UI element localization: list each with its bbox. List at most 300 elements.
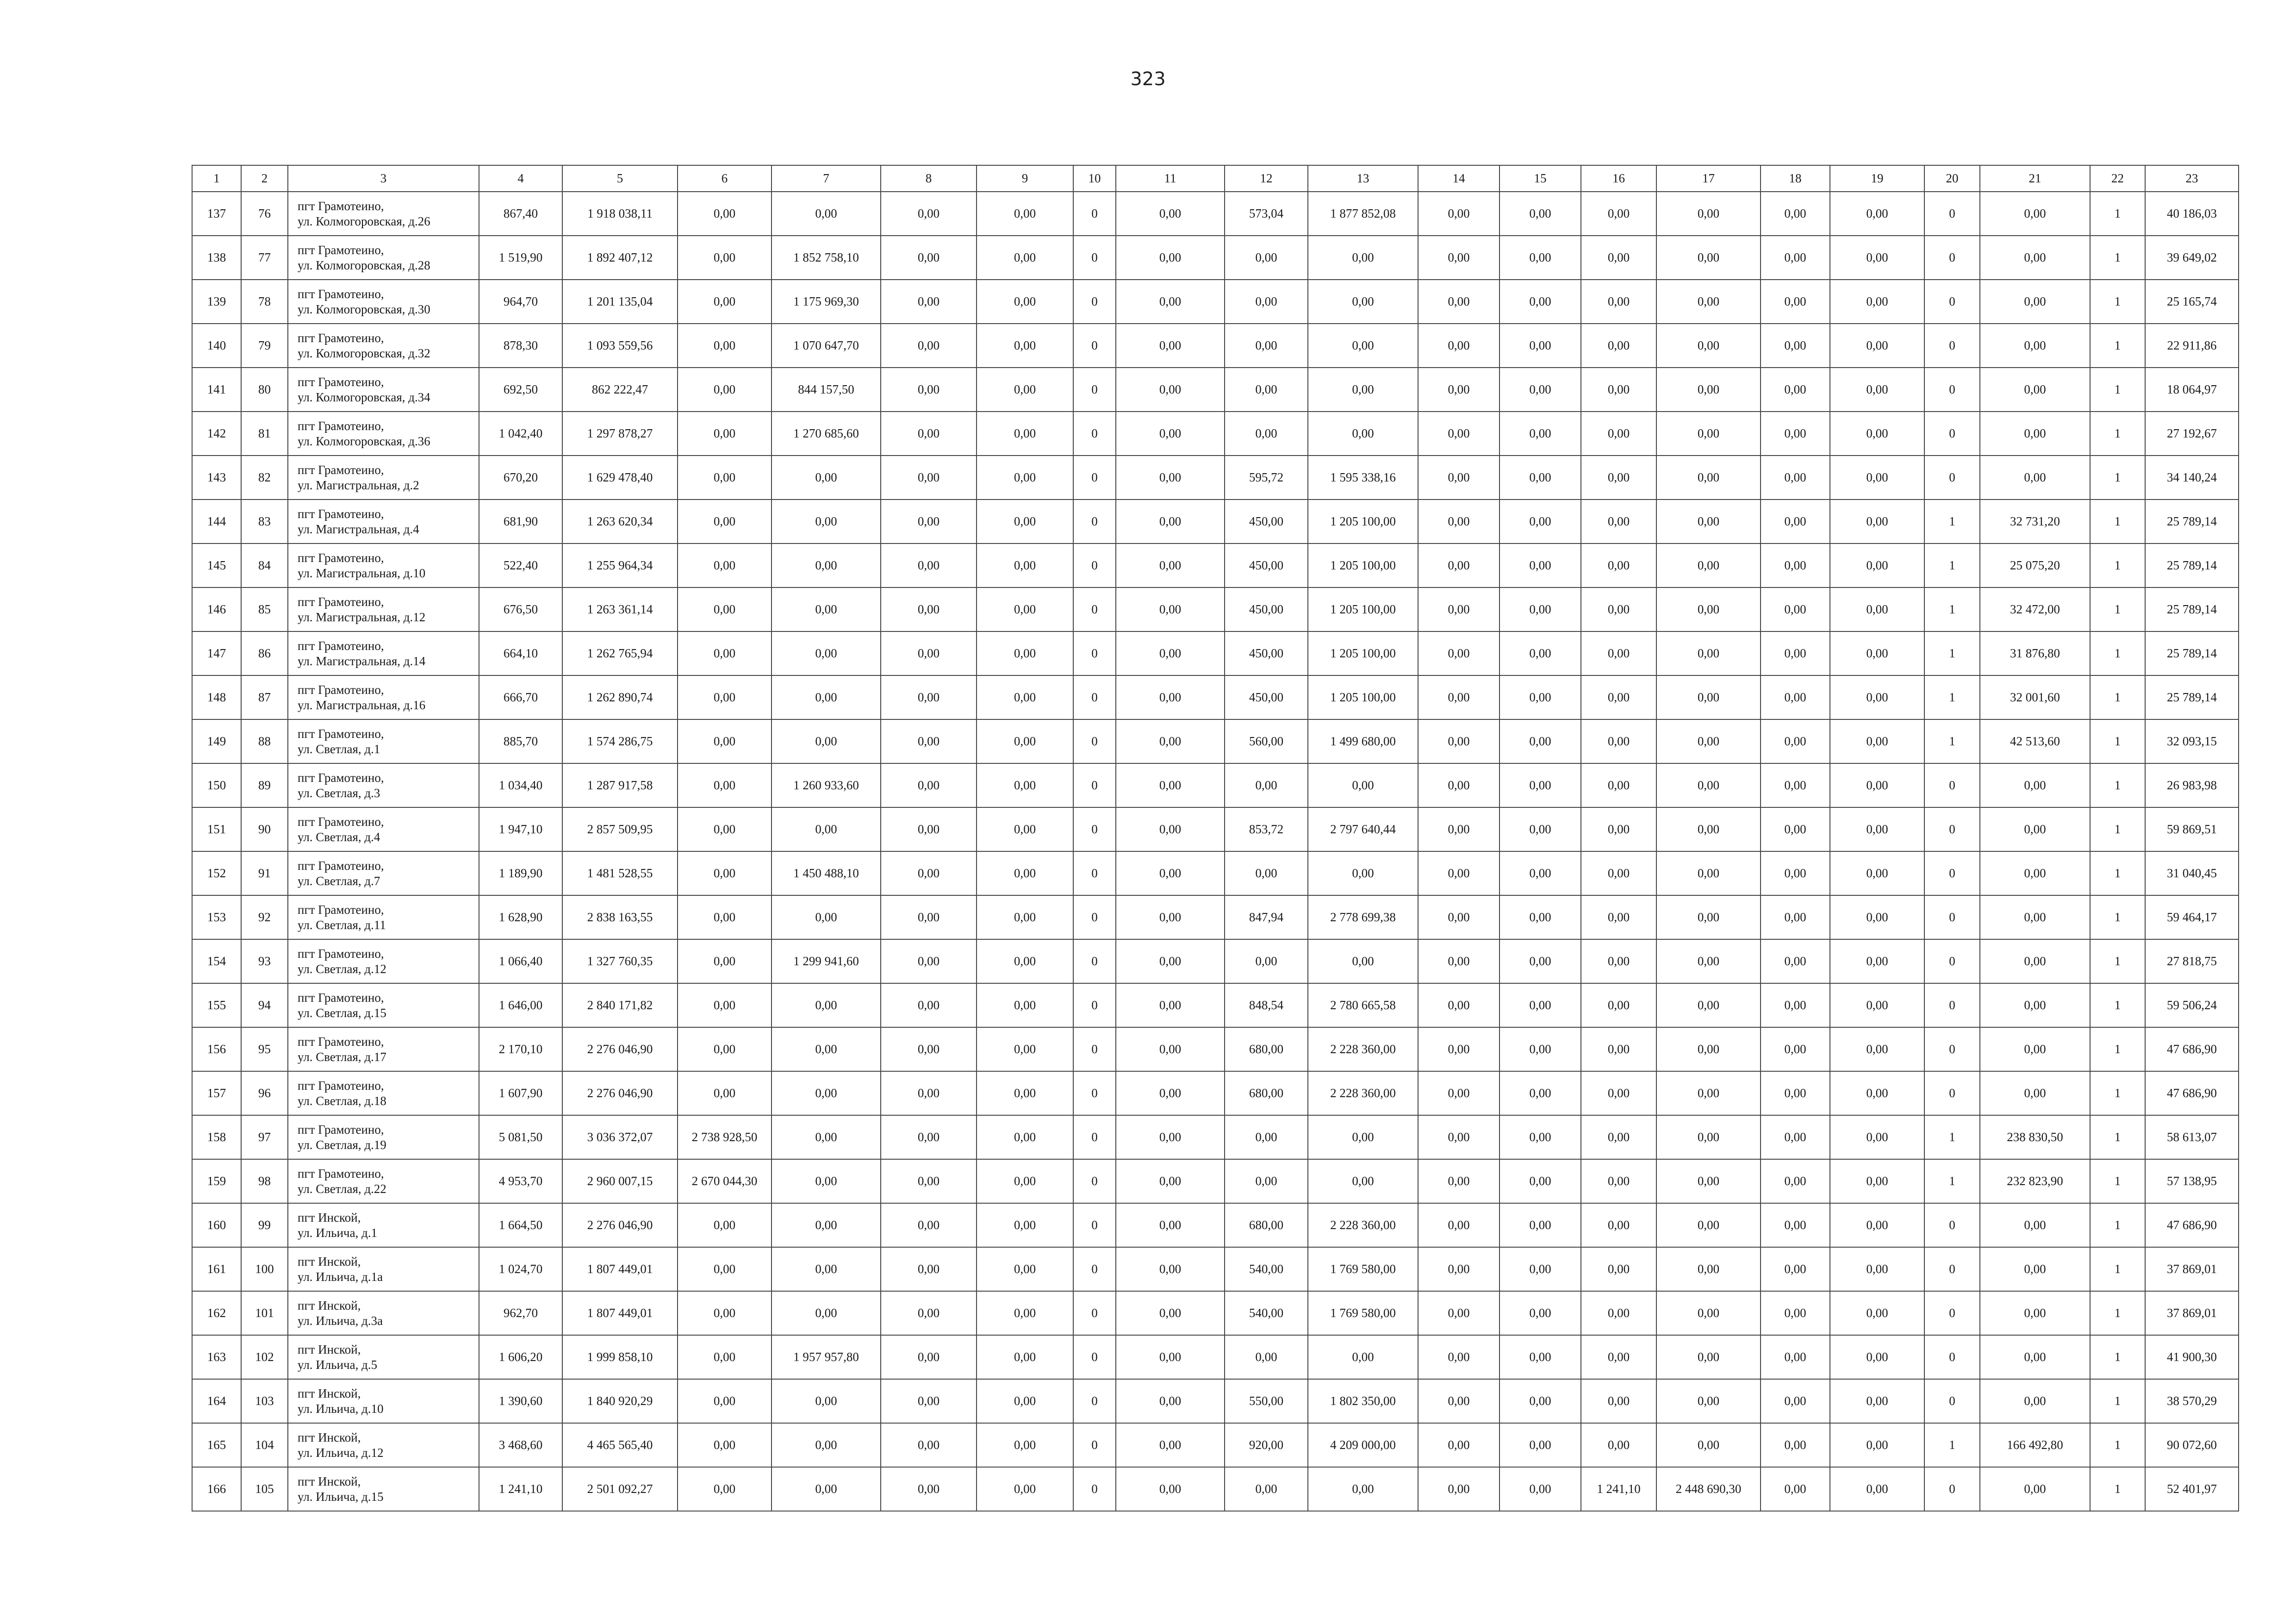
table-cell: 0,00 — [1116, 1423, 1225, 1467]
table-cell: 0,00 — [1116, 412, 1225, 456]
table-cell: 100 — [241, 1247, 288, 1291]
table-cell: 0,00 — [1761, 719, 1830, 763]
table-cell: 878,30 — [479, 324, 562, 368]
table-cell: 2 228 360,00 — [1308, 1071, 1418, 1115]
table-cell: 0,00 — [678, 851, 772, 895]
table-cell: 0,00 — [1656, 412, 1761, 456]
table-cell: 0,00 — [1980, 236, 2090, 280]
column-header: 4 — [479, 165, 562, 192]
table-cell: 91 — [241, 851, 288, 895]
address-street: ул. Магистральная, д.4 — [298, 522, 419, 536]
table-cell: 0,00 — [1830, 500, 1924, 543]
table-cell: 0,00 — [1980, 851, 2090, 895]
table-cell: 0 — [1073, 851, 1116, 895]
address-settlement: пгт Грамотеино, — [298, 462, 384, 477]
table-cell: 0,00 — [881, 1291, 977, 1335]
table-cell: 1 — [2090, 412, 2145, 456]
table-row — [192, 1203, 2239, 1247]
table-cell: 0,00 — [1980, 280, 2090, 324]
table-cell: 1 852 758,10 — [772, 236, 881, 280]
table-cell: 34 140,24 — [2145, 456, 2239, 500]
table-cell: 0 — [1073, 719, 1116, 763]
table-cell: 40 186,03 — [2145, 192, 2239, 236]
table-cell: 1 519,90 — [479, 236, 562, 280]
table-cell: 101 — [241, 1291, 288, 1335]
address-settlement: пгт Грамотеино, — [298, 638, 384, 653]
table-cell: 98 — [241, 1159, 288, 1203]
table-cell: 0 — [1924, 192, 1980, 236]
table-cell: 0,00 — [772, 456, 881, 500]
table-cell: 0,00 — [1116, 983, 1225, 1027]
table-cell: 2 501 092,27 — [562, 1467, 678, 1511]
table-cell: 0,00 — [1418, 1159, 1500, 1203]
table-row — [192, 412, 2239, 456]
table-cell: 25 075,20 — [1980, 543, 2090, 587]
table-cell: 0 — [1073, 895, 1116, 939]
table-row — [192, 1115, 2239, 1159]
table-cell: 0,00 — [977, 851, 1073, 895]
table-cell: 149 — [192, 719, 241, 763]
table-cell: 147 — [192, 631, 241, 675]
table-cell: 0,00 — [678, 543, 772, 587]
table-cell: 0,00 — [1308, 324, 1418, 368]
table-cell: 0,00 — [1116, 192, 1225, 236]
column-header: 10 — [1073, 165, 1116, 192]
column-header: 23 — [2145, 165, 2239, 192]
table-cell: 0,00 — [678, 192, 772, 236]
table-cell: 1 481 528,55 — [562, 851, 678, 895]
table-cell: 0,00 — [977, 500, 1073, 543]
address-settlement: пгт Инской, — [298, 1342, 361, 1356]
table-cell: 59 869,51 — [2145, 807, 2239, 851]
table-cell: 1 — [2090, 983, 2145, 1027]
table-cell: 0,00 — [1418, 412, 1500, 456]
address-cell — [288, 895, 479, 939]
table-cell: 1 629 478,40 — [562, 456, 678, 500]
table-cell: 0,00 — [977, 1379, 1073, 1423]
table-cell: 0,00 — [1500, 1335, 1581, 1379]
table-cell: 0,00 — [1581, 368, 1656, 412]
table-cell: 0,00 — [1656, 368, 1761, 412]
table-cell: 0 — [1073, 1291, 1116, 1335]
address-street: ул. Магистральная, д.14 — [298, 654, 426, 668]
table-cell: 0,00 — [772, 895, 881, 939]
address-settlement: пгт Грамотеино, — [298, 726, 384, 741]
table-cell: 0,00 — [1656, 631, 1761, 675]
table-cell: 0,00 — [1581, 1335, 1656, 1379]
table-cell: 0,00 — [1980, 1467, 2090, 1511]
table-cell: 962,70 — [479, 1291, 562, 1335]
address-cell — [288, 500, 479, 543]
table-cell: 0,00 — [1500, 807, 1581, 851]
table-cell: 1 — [2090, 807, 2145, 851]
column-header: 6 — [678, 165, 772, 192]
table-cell: 26 983,98 — [2145, 763, 2239, 807]
table-cell: 1 189,90 — [479, 851, 562, 895]
table-cell: 1 664,50 — [479, 1203, 562, 1247]
column-header: 15 — [1500, 165, 1581, 192]
table-cell: 0,00 — [1500, 1115, 1581, 1159]
table-cell: 1 — [2090, 631, 2145, 675]
table-cell: 0,00 — [678, 983, 772, 1027]
table-cell: 0,00 — [1500, 1027, 1581, 1071]
address-street: ул. Светлая, д.19 — [298, 1137, 386, 1152]
table-cell: 0 — [1924, 1335, 1980, 1379]
table-cell: 0,00 — [1308, 236, 1418, 280]
table-cell: 0,00 — [1116, 763, 1225, 807]
table-row — [192, 587, 2239, 631]
address-cell — [288, 1379, 479, 1423]
table-cell: 102 — [241, 1335, 288, 1379]
table-cell: 0,00 — [1116, 939, 1225, 983]
table-cell: 681,90 — [479, 500, 562, 543]
table-cell: 0,00 — [772, 543, 881, 587]
table-cell: 1 — [2090, 192, 2145, 236]
table-cell: 0,00 — [1830, 192, 1924, 236]
table-cell: 0 — [1073, 587, 1116, 631]
column-header: 7 — [772, 165, 881, 192]
address-cell — [288, 983, 479, 1027]
table-cell: 0,00 — [772, 1291, 881, 1335]
address-cell — [288, 1335, 479, 1379]
table-row — [192, 939, 2239, 983]
table-cell: 0,00 — [977, 236, 1073, 280]
table-cell: 94 — [241, 983, 288, 1027]
table-cell: 0,00 — [1830, 851, 1924, 895]
table-cell: 0,00 — [1500, 851, 1581, 895]
table-cell: 47 686,90 — [2145, 1071, 2239, 1115]
table-cell: 676,50 — [479, 587, 562, 631]
table-cell: 1 — [2090, 851, 2145, 895]
table-cell: 0,00 — [881, 763, 977, 807]
table-cell: 1 595 338,16 — [1308, 456, 1418, 500]
table-row — [192, 1291, 2239, 1335]
table-cell: 25 789,14 — [2145, 543, 2239, 587]
table-row — [192, 500, 2239, 543]
table-cell: 0,00 — [1225, 939, 1308, 983]
address-settlement: пгт Инской, — [298, 1210, 361, 1224]
table-cell: 0,00 — [678, 939, 772, 983]
table-cell: 1 606,20 — [479, 1335, 562, 1379]
column-header: 12 — [1225, 165, 1308, 192]
table-cell: 105 — [241, 1467, 288, 1511]
table-cell: 0,00 — [1418, 1027, 1500, 1071]
table-cell: 0,00 — [1830, 807, 1924, 851]
address-street: ул. Магистральная, д.2 — [298, 478, 419, 492]
address-cell — [288, 719, 479, 763]
table-cell: 1 — [2090, 587, 2145, 631]
address-cell — [288, 763, 479, 807]
table-cell: 0,00 — [1418, 324, 1500, 368]
address-street: ул. Светлая, д.17 — [298, 1049, 386, 1064]
table-cell: 0,00 — [1761, 1115, 1830, 1159]
table-cell: 0,00 — [1830, 368, 1924, 412]
address-cell — [288, 456, 479, 500]
table-cell: 0,00 — [881, 939, 977, 983]
table-cell: 0,00 — [881, 368, 977, 412]
table-cell: 0,00 — [772, 587, 881, 631]
table-cell: 0,00 — [881, 324, 977, 368]
table-cell: 1 — [2090, 939, 2145, 983]
table-cell: 0,00 — [1656, 1247, 1761, 1291]
table-cell: 1 — [2090, 280, 2145, 324]
table-cell: 90 072,60 — [2145, 1423, 2239, 1467]
table-cell: 0,00 — [1980, 983, 2090, 1027]
table-cell: 0,00 — [1761, 1335, 1830, 1379]
table-cell: 0,00 — [1418, 807, 1500, 851]
table-cell: 0,00 — [1656, 500, 1761, 543]
table-cell: 32 731,20 — [1980, 500, 2090, 543]
table-cell: 0,00 — [1308, 851, 1418, 895]
table-cell: 144 — [192, 500, 241, 543]
table-cell: 0,00 — [1418, 763, 1500, 807]
table-cell: 0,00 — [977, 1159, 1073, 1203]
table-cell: 148 — [192, 675, 241, 719]
table-cell: 0,00 — [1500, 675, 1581, 719]
table-cell: 0,00 — [1581, 500, 1656, 543]
table-cell: 0,00 — [1500, 500, 1581, 543]
table-cell: 0,00 — [1581, 1379, 1656, 1423]
address-street: ул. Светлая, д.4 — [298, 830, 380, 844]
table-cell: 0,00 — [1225, 324, 1308, 368]
table-cell: 0,00 — [1581, 939, 1656, 983]
table-row — [192, 675, 2239, 719]
table-cell: 450,00 — [1225, 631, 1308, 675]
table-cell: 0,00 — [1500, 1247, 1581, 1291]
address-street: ул. Магистральная, д.12 — [298, 610, 426, 624]
table-cell: 0,00 — [881, 983, 977, 1027]
table-cell: 1 — [2090, 456, 2145, 500]
table-cell: 1 877 852,08 — [1308, 192, 1418, 236]
table-cell: 0,00 — [977, 1027, 1073, 1071]
table-cell: 0,00 — [1581, 456, 1656, 500]
address-street: ул. Магистральная, д.10 — [298, 566, 426, 580]
table-cell: 0 — [1924, 1203, 1980, 1247]
table-cell: 0 — [1073, 1379, 1116, 1423]
column-header: 3 — [288, 165, 479, 192]
table-cell: 0 — [1073, 1247, 1116, 1291]
address-settlement: пгт Грамотеино, — [298, 902, 384, 917]
table-cell: 0,00 — [1581, 1291, 1656, 1335]
table-cell: 0,00 — [977, 1335, 1073, 1379]
column-header: 13 — [1308, 165, 1418, 192]
table-cell: 0,00 — [1656, 1291, 1761, 1335]
table-cell: 670,20 — [479, 456, 562, 500]
table-cell: 0,00 — [977, 587, 1073, 631]
table-cell: 666,70 — [479, 675, 562, 719]
table-cell: 0,00 — [881, 1467, 977, 1511]
table-cell: 0,00 — [1116, 1379, 1225, 1423]
table-cell: 82 — [241, 456, 288, 500]
table-cell: 0,00 — [1830, 939, 1924, 983]
table-cell: 78 — [241, 280, 288, 324]
column-header: 9 — [977, 165, 1073, 192]
table-cell: 0,00 — [1308, 1159, 1418, 1203]
table-cell: 0,00 — [1656, 1159, 1761, 1203]
address-street: ул. Ильича, д.1 — [298, 1225, 378, 1240]
table-cell: 0,00 — [881, 456, 977, 500]
table-cell: 0,00 — [678, 1247, 772, 1291]
table-cell: 0,00 — [1500, 368, 1581, 412]
table-cell: 0,00 — [881, 412, 977, 456]
table-cell: 0,00 — [977, 192, 1073, 236]
table-cell: 163 — [192, 1335, 241, 1379]
table-cell: 0,00 — [1761, 763, 1830, 807]
table-cell: 0,00 — [1116, 1027, 1225, 1071]
table-cell: 0,00 — [1656, 983, 1761, 1027]
address-cell — [288, 1247, 479, 1291]
address-cell — [288, 543, 479, 587]
table-cell: 0,00 — [1418, 1247, 1500, 1291]
table-row — [192, 1379, 2239, 1423]
table-cell: 0,00 — [772, 1467, 881, 1511]
table-cell: 0,00 — [1418, 500, 1500, 543]
table-cell: 0 — [1924, 412, 1980, 456]
table-cell: 4 953,70 — [479, 1159, 562, 1203]
table-cell: 0 — [1073, 1423, 1116, 1467]
table-cell: 1 450 488,10 — [772, 851, 881, 895]
table-cell: 0 — [1073, 807, 1116, 851]
table-row — [192, 807, 2239, 851]
table-cell: 0,00 — [1418, 895, 1500, 939]
table-cell: 0,00 — [1500, 1071, 1581, 1115]
table-cell: 0,00 — [1308, 280, 1418, 324]
table-cell: 0,00 — [678, 1071, 772, 1115]
table-cell: 0 — [1924, 939, 1980, 983]
table-cell: 0,00 — [881, 895, 977, 939]
table-cell: 0,00 — [772, 1379, 881, 1423]
table-cell: 0,00 — [1500, 1423, 1581, 1467]
table-row — [192, 236, 2239, 280]
table-cell: 0,00 — [1308, 763, 1418, 807]
table-cell: 0,00 — [1830, 1247, 1924, 1291]
table-cell: 0,00 — [977, 1203, 1073, 1247]
table-cell: 2 778 699,38 — [1308, 895, 1418, 939]
table-cell: 0,00 — [1761, 280, 1830, 324]
data-table — [192, 165, 2239, 1512]
table-cell: 1 024,70 — [479, 1247, 562, 1291]
address-cell — [288, 368, 479, 412]
table-cell: 0,00 — [977, 763, 1073, 807]
table-cell: 0,00 — [1761, 1159, 1830, 1203]
table-cell: 0,00 — [1656, 192, 1761, 236]
table-cell: 165 — [192, 1423, 241, 1467]
table-cell: 0,00 — [1656, 1203, 1761, 1247]
table-row — [192, 543, 2239, 587]
table-cell: 0,00 — [1116, 1335, 1225, 1379]
table-cell: 157 — [192, 1071, 241, 1115]
table-cell: 0,00 — [977, 280, 1073, 324]
table-cell: 0,00 — [1830, 1071, 1924, 1115]
table-cell: 0 — [1924, 280, 1980, 324]
table-row — [192, 763, 2239, 807]
address-street: ул. Светлая, д.3 — [298, 786, 380, 800]
table-cell: 1 — [2090, 719, 2145, 763]
table-cell: 88 — [241, 719, 288, 763]
table-cell: 0,00 — [772, 807, 881, 851]
table-cell: 1 — [2090, 500, 2145, 543]
table-cell: 1 — [2090, 1291, 2145, 1335]
table-cell: 0,00 — [678, 1379, 772, 1423]
table-cell: 0,00 — [1116, 587, 1225, 631]
table-cell: 2 276 046,90 — [562, 1027, 678, 1071]
table-cell: 0,00 — [1980, 1027, 2090, 1071]
table-cell: 0,00 — [1830, 236, 1924, 280]
address-cell — [288, 675, 479, 719]
table-cell: 137 — [192, 192, 241, 236]
table-cell: 1 241,10 — [1581, 1467, 1656, 1511]
table-cell: 0,00 — [678, 412, 772, 456]
table-cell: 2 448 690,30 — [1656, 1467, 1761, 1511]
table-cell: 140 — [192, 324, 241, 368]
table-row — [192, 1071, 2239, 1115]
table-cell: 0,00 — [1116, 807, 1225, 851]
table-cell: 0,00 — [1980, 324, 2090, 368]
page-number: 323 — [1130, 69, 1166, 90]
table-cell: 0 — [1924, 456, 1980, 500]
table-cell: 0,00 — [1830, 324, 1924, 368]
table-cell: 0,00 — [881, 1115, 977, 1159]
table-cell: 0,00 — [1308, 1115, 1418, 1159]
table-row — [192, 851, 2239, 895]
table-cell: 103 — [241, 1379, 288, 1423]
column-header: 14 — [1418, 165, 1500, 192]
table-cell: 0 — [1073, 412, 1116, 456]
table-cell: 142 — [192, 412, 241, 456]
table-cell: 0,00 — [977, 1291, 1073, 1335]
table-cell: 0,00 — [1980, 895, 2090, 939]
table-cell: 0,00 — [772, 192, 881, 236]
table-cell: 139 — [192, 280, 241, 324]
column-header: 8 — [881, 165, 977, 192]
table-cell: 1 034,40 — [479, 763, 562, 807]
table-cell: 0,00 — [1656, 543, 1761, 587]
table-cell: 450,00 — [1225, 500, 1308, 543]
table-cell: 0 — [1073, 1467, 1116, 1511]
table-cell: 0,00 — [678, 763, 772, 807]
table-cell: 0,00 — [1761, 939, 1830, 983]
table-cell: 0,00 — [1581, 1159, 1656, 1203]
address-street: ул. Колмогоровская, д.30 — [298, 302, 430, 316]
table-cell: 85 — [241, 587, 288, 631]
table-cell: 1 957 957,80 — [772, 1335, 881, 1379]
table-cell: 1 607,90 — [479, 1071, 562, 1115]
table-cell: 0,00 — [977, 1247, 1073, 1291]
address-cell — [288, 1071, 479, 1115]
table-cell: 0,00 — [1418, 983, 1500, 1027]
table-cell: 0 — [1073, 500, 1116, 543]
table-cell: 0,00 — [1418, 280, 1500, 324]
table-row — [192, 1247, 2239, 1291]
table-cell: 0,00 — [1830, 675, 1924, 719]
table-cell: 138 — [192, 236, 241, 280]
table-cell: 1 287 917,58 — [562, 763, 678, 807]
table-cell: 0,00 — [1581, 807, 1656, 851]
table-cell: 0,00 — [1308, 368, 1418, 412]
table-cell: 1 066,40 — [479, 939, 562, 983]
address-street: ул. Ильича, д.15 — [298, 1489, 384, 1504]
table-cell: 0,00 — [1500, 631, 1581, 675]
table-cell: 1 — [2090, 1423, 2145, 1467]
table-cell: 664,10 — [479, 631, 562, 675]
table-cell: 0 — [1073, 939, 1116, 983]
table-cell: 0,00 — [1656, 236, 1761, 280]
table-cell: 0 — [1924, 1247, 1980, 1291]
table-cell: 0,00 — [1500, 1159, 1581, 1203]
table-cell: 47 686,90 — [2145, 1203, 2239, 1247]
table-cell: 1 205 100,00 — [1308, 587, 1418, 631]
table-cell: 4 465 565,40 — [562, 1423, 678, 1467]
